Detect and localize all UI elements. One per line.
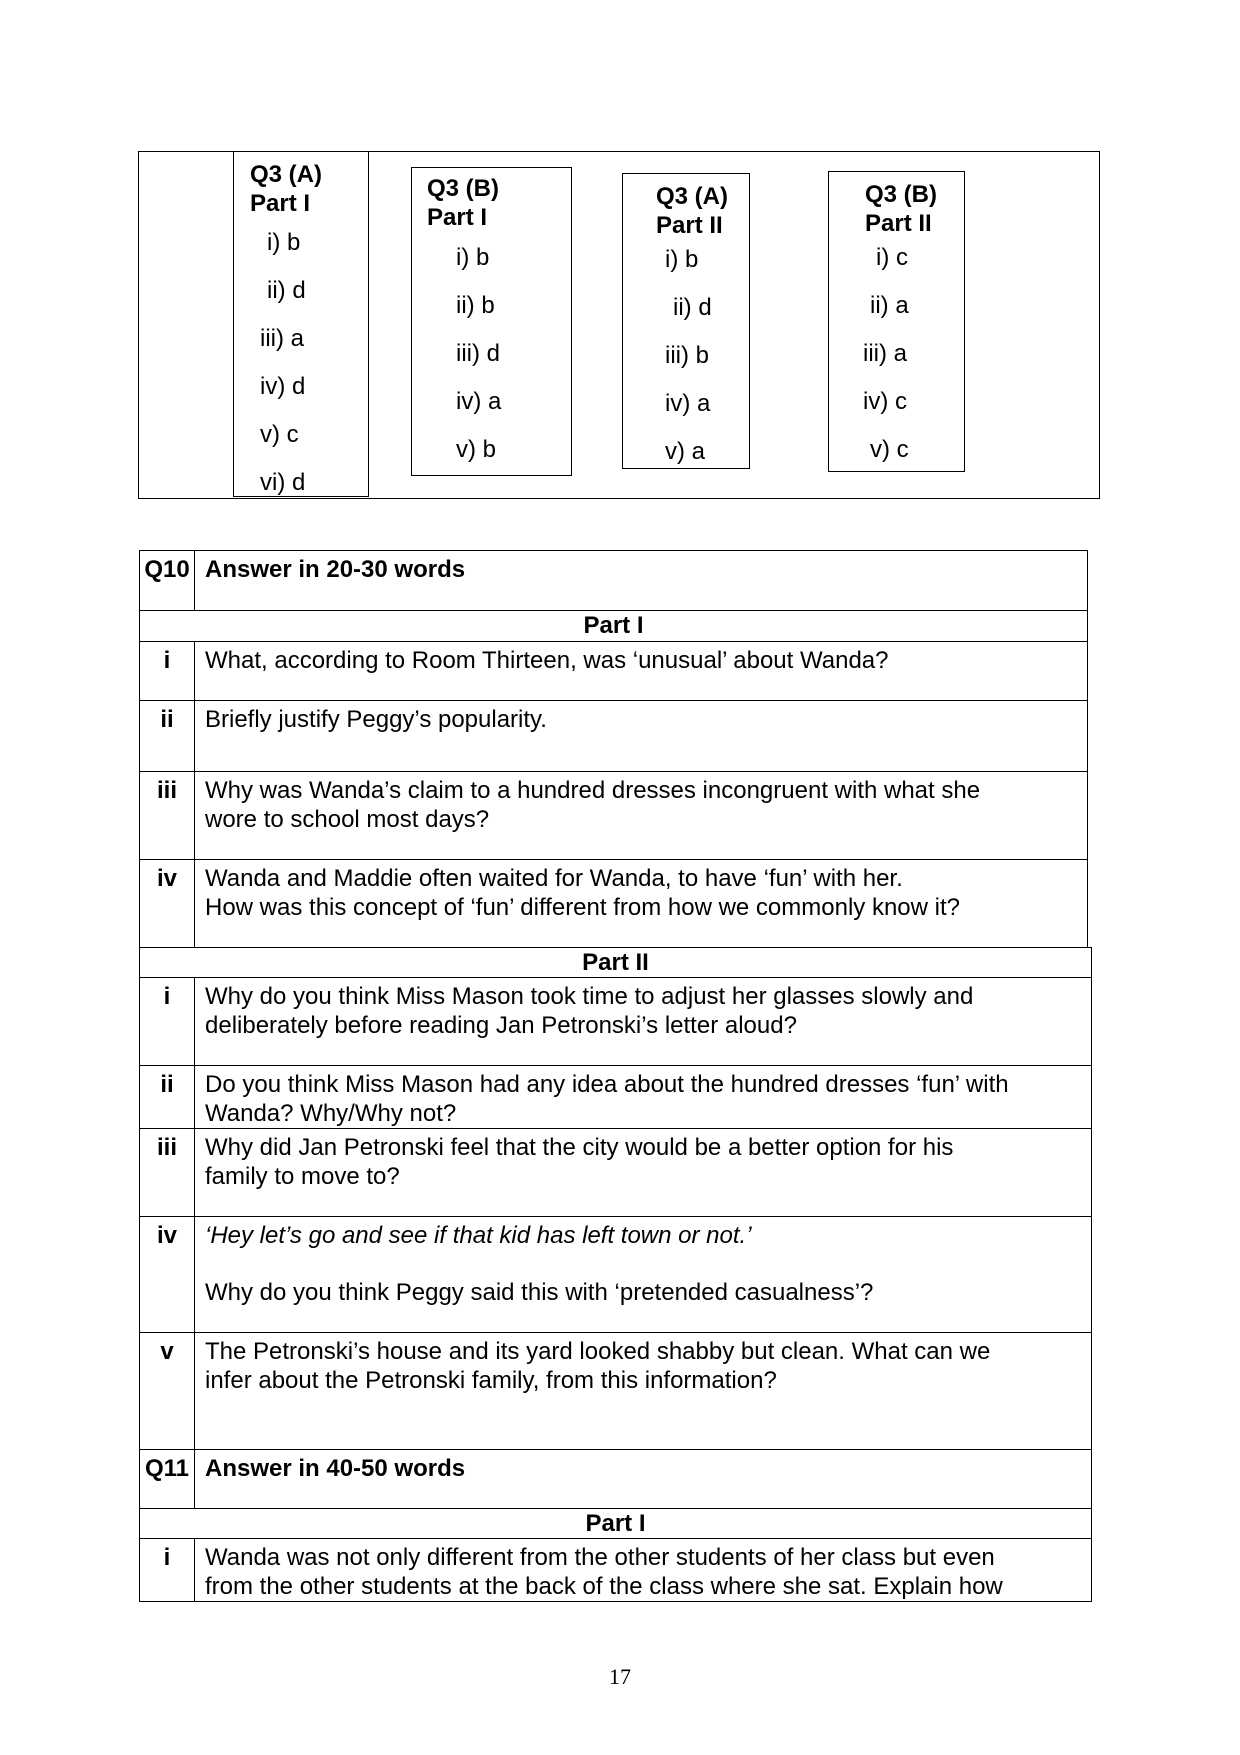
answer-item: ii) d	[673, 294, 712, 321]
item-line: How was this concept of ‘fun’ different from how we commonly know it?	[205, 894, 960, 921]
item-line: Wanda and Maddie often waited for Wanda, to have ‘fun’ with her.	[205, 865, 903, 892]
answer-key-title: Q3 (A)	[250, 161, 322, 188]
item-line: family to move to?	[205, 1163, 400, 1190]
item-number: i	[140, 642, 195, 701]
question-row	[140, 701, 1088, 772]
item-text	[195, 860, 1088, 948]
item-line: Wanda was not only different from the other students of her class but even	[205, 1544, 995, 1571]
answer-item: ii) d	[267, 277, 306, 304]
answer-item: v) b	[456, 436, 497, 463]
item-number: i	[140, 1539, 195, 1602]
answer-item: i) b	[267, 229, 301, 256]
question-row	[140, 978, 1092, 1066]
answer-item: i) c	[876, 244, 908, 271]
question-number: Q11	[140, 1450, 195, 1509]
answer-key-part: Part II	[865, 210, 932, 237]
answer-item: iv) c	[863, 388, 907, 415]
answer-item: iii) d	[456, 340, 501, 367]
question-number: Q10	[140, 551, 195, 611]
item-line: Why do you think Peggy said this with ‘pretended casualness’?	[205, 1279, 874, 1306]
item-line: Do you think Miss Mason had any idea about the hundred dresses ‘fun’ with	[205, 1071, 1009, 1098]
item-line: Why did Jan Petronski feel that the city would be a better option for his	[205, 1134, 954, 1161]
answer-key-part: Part II	[656, 212, 723, 239]
item-number: iv	[140, 860, 195, 948]
answer-key-q3b-part1	[411, 167, 572, 476]
answer-item: vi) d	[260, 469, 306, 496]
item-text: Briefly justify Peggy’s popularity.	[195, 701, 1088, 772]
answer-item: i) b	[456, 244, 490, 271]
question-row	[140, 860, 1088, 948]
answer-item: ii) a	[870, 292, 909, 319]
item-number: ii	[140, 701, 195, 772]
item-line: Why was Wanda’s claim to a hundred dresses incongruent with what she	[205, 777, 981, 804]
answer-key-title: Q3 (B)	[427, 175, 499, 202]
answer-key-q3a-part1	[233, 151, 369, 497]
answer-key-part: Part I	[427, 204, 488, 231]
answer-item: iv) d	[260, 373, 306, 400]
answer-item: iv) a	[665, 390, 711, 417]
item-line: Wanda? Why/Why not?	[205, 1100, 457, 1127]
question-instruction: Answer in 20-30 words	[195, 551, 1088, 611]
part-heading: Part I	[140, 611, 1088, 642]
item-number: iii	[140, 772, 195, 860]
answer-key-part: Part I	[250, 190, 311, 217]
item-text	[195, 978, 1092, 1066]
item-text	[195, 1539, 1092, 1602]
question-row	[140, 1066, 1092, 1129]
question-row	[140, 772, 1088, 860]
item-number: iv	[140, 1217, 195, 1333]
q10-table	[139, 550, 1088, 948]
answer-item: iii) b	[665, 342, 710, 369]
item-text	[195, 1333, 1092, 1450]
item-line: deliberately before reading Jan Petronski’s letter aloud?	[205, 1012, 797, 1039]
item-line: wore to school most days?	[205, 806, 490, 833]
answer-key-title: Q3 (B)	[865, 181, 937, 208]
question-row	[140, 1539, 1092, 1602]
answer-item: ii) b	[456, 292, 495, 319]
question-instruction: Answer in 40-50 words	[195, 1450, 1092, 1509]
item-line: Why do you think Miss Mason took time to adjust her glasses slowly and	[205, 983, 974, 1010]
answer-key-title: Q3 (A)	[656, 183, 728, 210]
item-number: iii	[140, 1129, 195, 1217]
q10-part2-table	[139, 947, 1092, 1602]
answer-item: v) c	[260, 421, 299, 448]
page-number: 17	[609, 1664, 631, 1689]
item-text	[195, 1129, 1092, 1217]
answer-item: v) c	[870, 436, 909, 463]
answer-item: iv) a	[456, 388, 502, 415]
part-heading: Part I	[140, 1509, 1092, 1539]
item-text	[195, 772, 1088, 860]
item-text	[195, 1217, 1092, 1333]
item-number: ii	[140, 1066, 195, 1129]
question-row	[140, 1333, 1092, 1450]
answer-key-q3b-part2	[828, 171, 965, 472]
answer-item: i) b	[665, 246, 699, 273]
item-line: infer about the Petronski family, from this information?	[205, 1367, 777, 1394]
item-quote: ‘Hey let’s go and see if that kid has left town or not.’	[205, 1222, 752, 1249]
item-text	[195, 1066, 1092, 1129]
answer-item: v) a	[665, 438, 706, 465]
item-line: from the other students at the back of the class where she sat. Explain how	[205, 1573, 1003, 1600]
answer-key-q3a-part2	[622, 173, 750, 469]
question-row	[140, 642, 1088, 701]
item-number: v	[140, 1333, 195, 1450]
part-heading: Part II	[140, 948, 1092, 978]
item-text: What, according to Room Thirteen, was ‘unusual’ about Wanda?	[195, 642, 1088, 701]
answer-item: iii) a	[260, 325, 305, 352]
answer-item: iii) a	[863, 340, 908, 367]
item-number: i	[140, 978, 195, 1066]
question-row	[140, 1129, 1092, 1217]
question-row	[140, 1217, 1092, 1333]
item-line: The Petronski’s house and its yard looked shabby but clean. What can we	[205, 1338, 991, 1365]
